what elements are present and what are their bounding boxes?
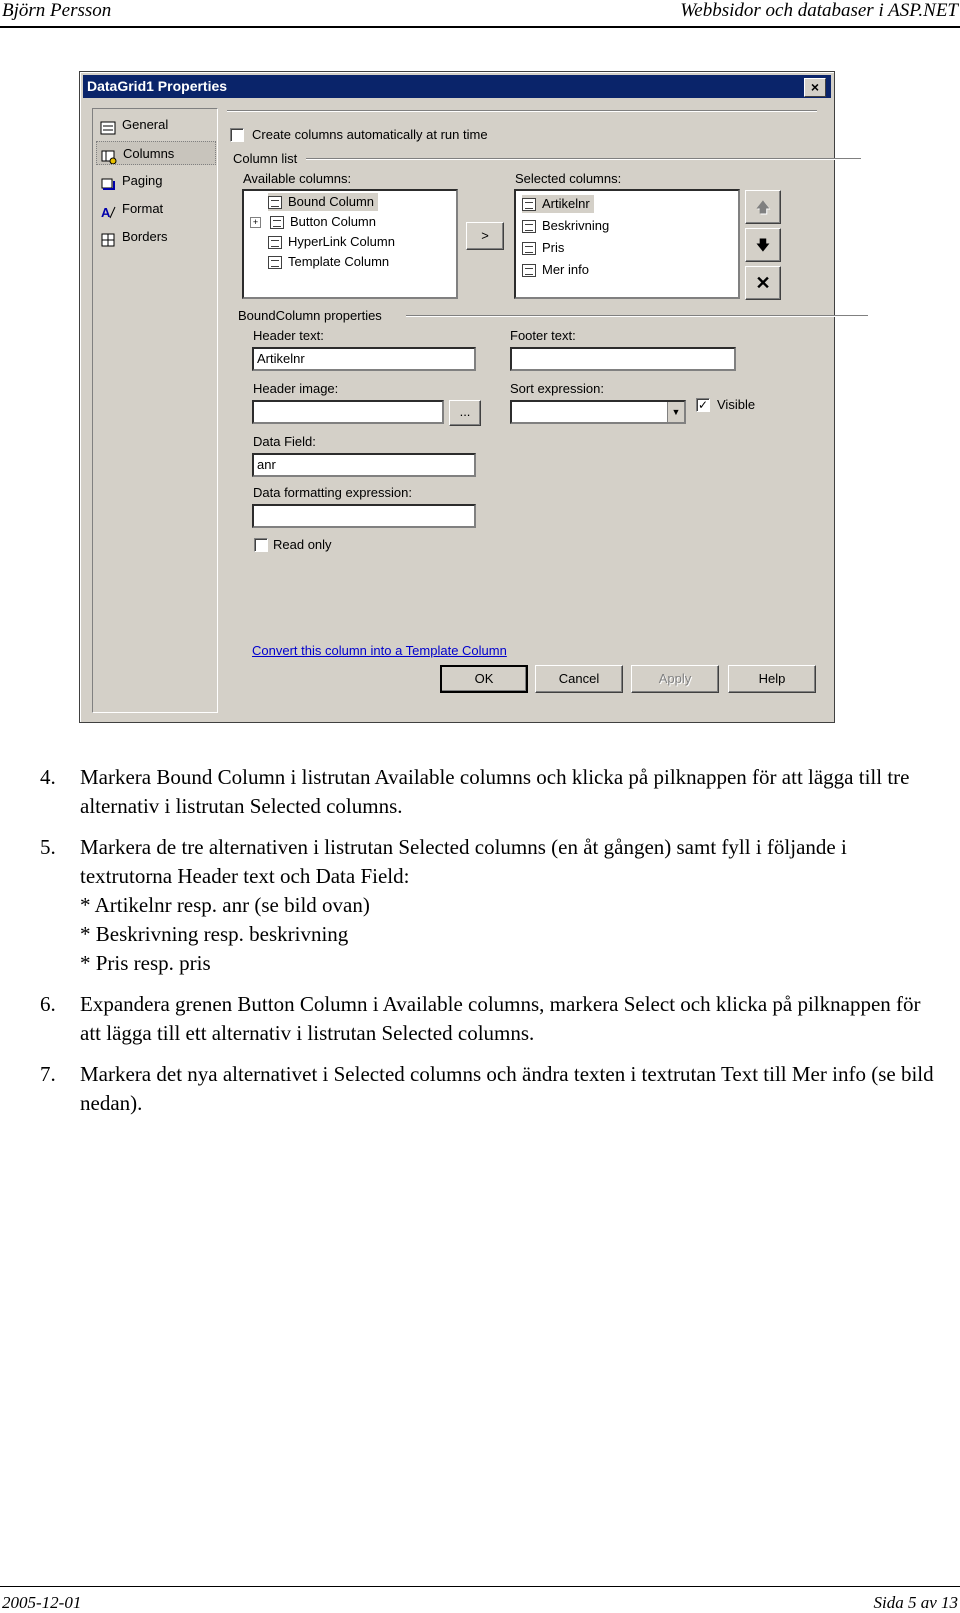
step-subline: * Beskrivning resp. beskrivning	[80, 922, 349, 946]
nav-item-general[interactable]	[96, 113, 216, 137]
step-number: 4.	[40, 765, 56, 789]
expand-icon[interactable]: +	[250, 217, 261, 228]
selected-columns-label: Selected columns:	[515, 171, 622, 186]
header-image-label: Header image:	[253, 381, 339, 396]
list-item[interactable]: Template Column	[268, 253, 389, 271]
visible-checkbox[interactable]: ✓	[697, 398, 709, 412]
step-number: 5.	[40, 835, 56, 859]
help-button[interactable]: Help	[728, 665, 816, 693]
list-item[interactable]: HyperLink Column	[268, 233, 395, 251]
apply-button[interactable]: Apply	[631, 665, 719, 693]
close-button[interactable]: ×	[804, 78, 826, 97]
nav-item-label: General	[122, 117, 169, 132]
divider	[227, 110, 817, 112]
column-list-label: Column list	[233, 151, 298, 166]
nav-item-label: Borders	[122, 229, 168, 244]
read-only-checkbox[interactable]	[254, 538, 268, 552]
properties-section-label: BoundColumn properties	[238, 308, 382, 323]
borders-icon	[100, 231, 116, 245]
dialog-titlebar	[83, 75, 831, 98]
list-item[interactable]: + Button Column	[250, 213, 376, 231]
list-item[interactable]: Pris	[522, 239, 564, 257]
available-columns-label: Available columns:	[243, 171, 352, 186]
instruction-steps	[40, 763, 940, 1130]
auto-columns-checkbox[interactable]	[230, 128, 244, 142]
list-item[interactable]: Artikelnr	[522, 195, 594, 213]
remove-column-button[interactable]: ✕	[745, 266, 781, 300]
step-item	[40, 763, 940, 821]
visible-label: Visible	[717, 397, 756, 412]
browse-button[interactable]: ...	[449, 400, 481, 426]
header-text-label: Header text:	[253, 328, 324, 343]
list-item[interactable]: Bound Column	[268, 193, 378, 211]
document-title: Webbsidor och databaser i ASP.NET	[680, 0, 958, 21]
step-text: Expandera grenen Button Column i Available columns, markera Select och klicka på pilknappen för att lägga till ett alternativ i listrutan Selected columns.	[80, 992, 921, 1045]
ok-button[interactable]: OK	[440, 665, 528, 693]
properties-dialog	[79, 71, 835, 723]
general-icon	[100, 119, 116, 133]
column-icon	[522, 198, 536, 211]
nav-item-paging[interactable]	[96, 169, 216, 193]
nav-item-label: Format	[122, 201, 164, 216]
move-up-button[interactable]: 🡅	[745, 190, 781, 224]
chevron-down-icon[interactable]: ▼	[667, 402, 684, 422]
available-columns-list[interactable]	[242, 189, 458, 299]
button-column-icon	[522, 264, 536, 277]
divider	[406, 315, 868, 317]
nav-item-borders[interactable]	[96, 225, 216, 249]
read-only-label: Read only	[273, 537, 332, 552]
data-field-input[interactable]: anr	[252, 453, 476, 477]
footer-date: 2005-12-01	[2, 1593, 82, 1612]
header-text-input[interactable]: Artikelnr	[252, 347, 476, 371]
nav-item-label: Paging	[122, 173, 163, 188]
list-item[interactable]: Beskrivning	[522, 217, 609, 235]
header-image-input[interactable]	[252, 400, 444, 424]
data-field-label: Data Field:	[253, 434, 316, 449]
footer-text-input[interactable]	[510, 347, 736, 371]
nav-item-columns[interactable]	[96, 141, 216, 165]
step-item	[40, 1060, 940, 1118]
step-number: 6.	[40, 992, 56, 1016]
paging-icon	[100, 175, 116, 189]
column-icon	[268, 196, 282, 209]
data-format-input[interactable]	[252, 504, 476, 528]
move-down-button[interactable]: 🡇	[745, 228, 781, 262]
hyperlink-column-icon	[268, 236, 282, 249]
add-column-button[interactable]: >	[466, 222, 504, 250]
footer-text-label: Footer text:	[510, 328, 576, 343]
author: Björn Persson	[2, 0, 112, 21]
template-column-icon	[268, 256, 282, 269]
page-footer	[0, 1586, 960, 1613]
step-subline: * Pris resp. pris	[80, 951, 211, 975]
step-text: Markera det nya alternativet i Selected columns och ändra texten i textrutan Text till Mer info (se bild nedan).	[80, 1062, 934, 1115]
step-item	[40, 990, 940, 1048]
convert-template-link[interactable]: Convert this column into a Template Column	[252, 643, 507, 658]
button-column-icon	[270, 216, 284, 229]
list-item[interactable]: Mer info	[522, 261, 589, 279]
divider	[306, 158, 861, 160]
format-icon	[100, 203, 116, 217]
page-number: Sida 5 av 13	[873, 1593, 958, 1612]
nav-item-format[interactable]	[96, 197, 216, 221]
column-icon	[522, 242, 536, 255]
step-item	[40, 833, 940, 978]
column-icon	[522, 220, 536, 233]
sort-expression-label: Sort expression:	[510, 381, 604, 396]
sort-expression-select[interactable]	[510, 400, 686, 424]
auto-columns-label: Create columns automatically at run time	[252, 127, 488, 142]
dialog-title: DataGrid1 Properties	[87, 78, 228, 94]
data-format-label: Data formatting expression:	[253, 485, 412, 500]
selected-columns-list[interactable]	[514, 189, 740, 299]
cancel-button[interactable]: Cancel	[535, 665, 623, 693]
step-text: Markera Bound Column i listrutan Available columns och klicka på pilknappen för att lägga till tre alternativ i listrutan Selected columns.	[80, 765, 910, 818]
step-text: Markera de tre alternativen i listrutan Selected columns (en åt gången) samt fyll i följande i textrutorna Header text och Data Field:	[80, 835, 847, 888]
step-number: 7.	[40, 1062, 56, 1086]
step-subline: * Artikelnr resp. anr (se bild ovan)	[80, 893, 370, 917]
page-header	[0, 0, 960, 28]
property-nav	[92, 108, 218, 713]
nav-item-label: Columns	[123, 146, 175, 161]
svg-text:A: A	[101, 204, 111, 219]
columns-icon	[101, 148, 117, 162]
